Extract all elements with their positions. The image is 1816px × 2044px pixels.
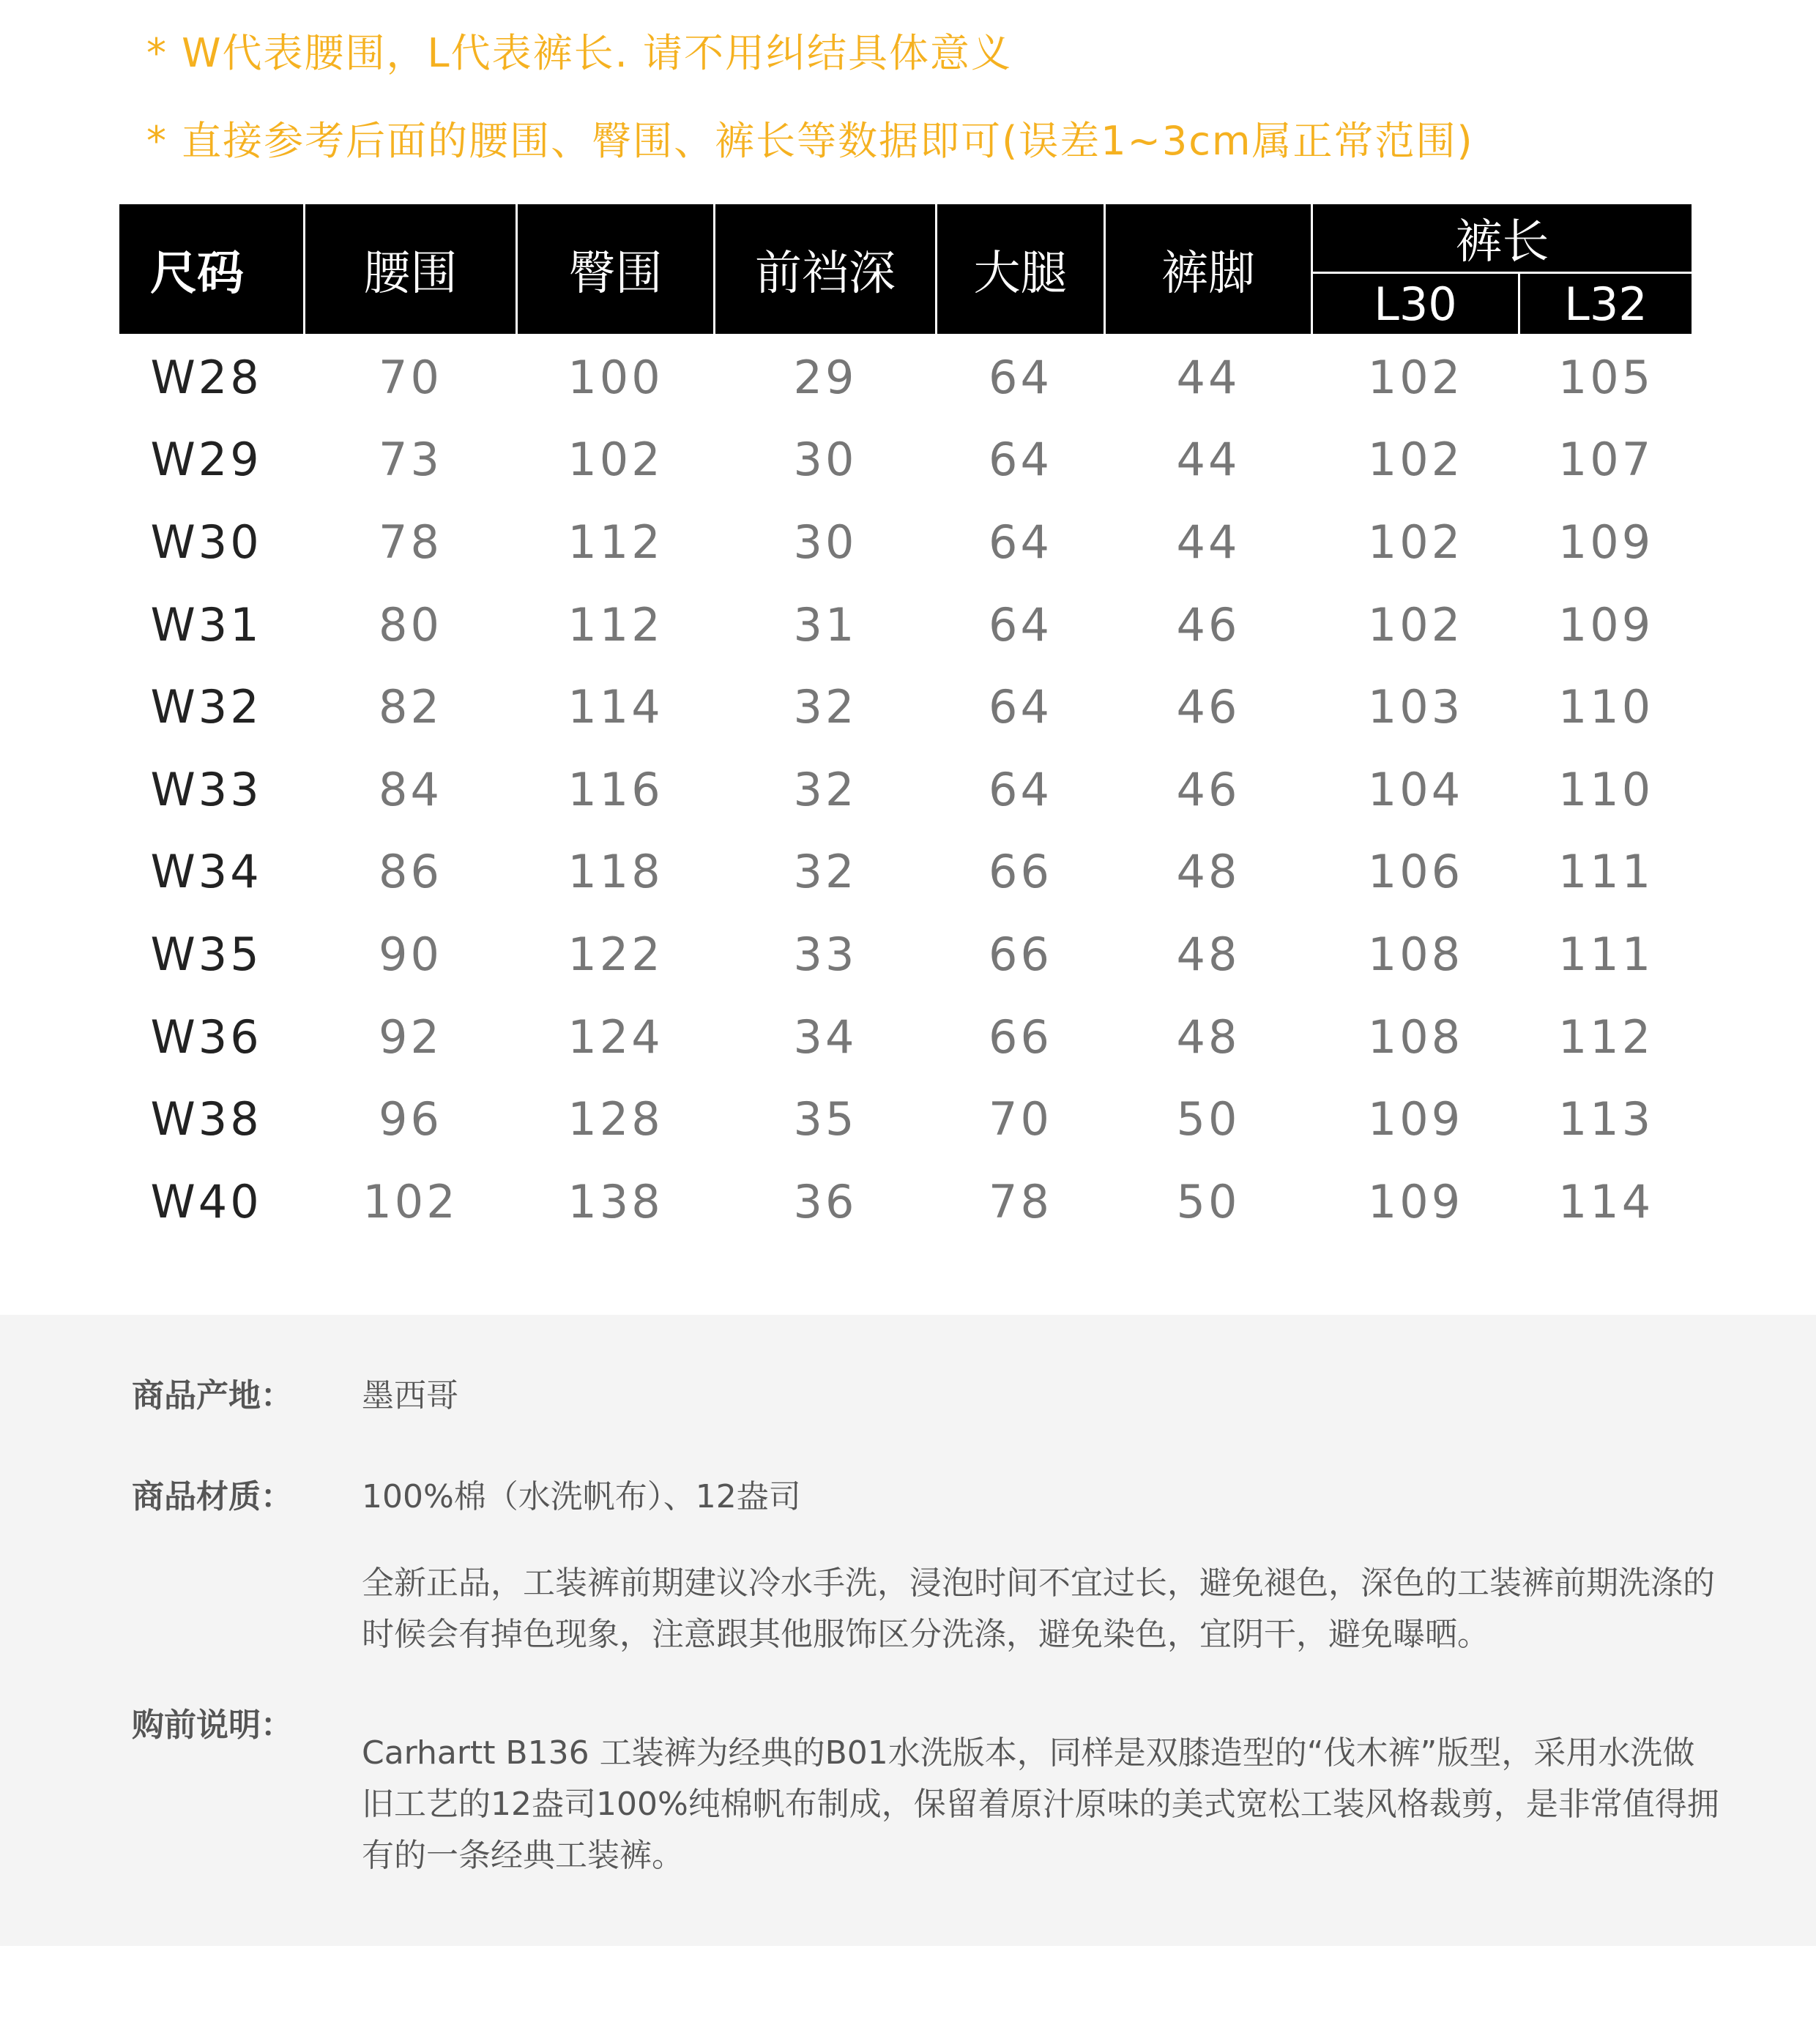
table-cell: 46: [1176, 762, 1240, 816]
table-cell: 44: [1176, 433, 1240, 487]
product-info-panel: [0, 1315, 1816, 1946]
table-cell: 108: [1367, 927, 1464, 981]
table-cell: 82: [379, 680, 442, 734]
table-cell: 64: [989, 515, 1052, 569]
header-leg-opening: 裤脚: [1105, 204, 1312, 335]
table-row: [119, 501, 1693, 583]
table-cell: 111: [1558, 845, 1654, 899]
table-cell: 109: [1367, 1092, 1464, 1146]
table-row: [119, 748, 1693, 831]
table-cell: 102: [1367, 515, 1464, 569]
table-cell: 104: [1367, 762, 1464, 816]
table-row: [119, 583, 1693, 666]
table-cell: 84: [379, 762, 442, 816]
table-cell: 64: [989, 762, 1052, 816]
header-waist: 腰围: [305, 204, 517, 335]
table-cell: 102: [1367, 350, 1464, 404]
table-cell: 124: [568, 1010, 663, 1064]
table-row: [119, 1078, 1693, 1160]
notice-label: 购前说明：: [132, 1707, 293, 1744]
size-cell: W28: [150, 350, 262, 404]
table-cell: 31: [793, 597, 857, 652]
table-cell: 66: [989, 927, 1052, 981]
table-cell: 108: [1367, 1010, 1464, 1064]
table-cell: 128: [568, 1092, 663, 1146]
table-cell: 92: [379, 1010, 442, 1064]
table-cell: 32: [793, 845, 857, 899]
size-table-body: [119, 335, 1693, 1243]
table-cell: 102: [1367, 597, 1464, 652]
table-cell: 106: [1367, 845, 1464, 899]
table-cell: 78: [989, 1174, 1052, 1228]
table-row: [119, 335, 1693, 419]
table-cell: 44: [1176, 515, 1240, 569]
notice-paragraph-care: 全新正品，工装裤前期建议冷水手洗，浸泡时间不宜过长，避免褪色，深色的工装裤前期洗涤的时候会有掉色现象，注意跟其他服饰区分洗涤，避免染色，宜阴干，避免曝晒。: [362, 1564, 1715, 1653]
table-cell: 116: [568, 762, 663, 816]
table-cell: 111: [1558, 927, 1654, 981]
header-l32: L32: [1519, 273, 1693, 335]
header-thigh: 大腿: [937, 204, 1105, 335]
table-cell: 112: [568, 597, 663, 652]
size-cell: W35: [150, 927, 262, 981]
table-cell: 34: [793, 1010, 857, 1064]
header-length: 裤长: [1312, 204, 1693, 273]
table-cell: 36: [793, 1174, 857, 1228]
table-cell: 30: [793, 515, 857, 569]
table-cell: 44: [1176, 350, 1240, 404]
table-cell: 30: [793, 433, 857, 487]
size-cell: W30: [150, 515, 262, 569]
size-cell: W38: [150, 1092, 262, 1146]
table-cell: 138: [568, 1174, 663, 1228]
table-cell: 110: [1558, 762, 1654, 816]
table-cell: 70: [379, 350, 442, 404]
table-cell: 118: [568, 845, 663, 899]
header-hip: 臀围: [517, 204, 715, 335]
table-cell: 102: [568, 433, 663, 487]
table-cell: 114: [1558, 1174, 1654, 1228]
table-cell: 78: [379, 515, 442, 569]
table-cell: 109: [1558, 597, 1654, 652]
table-cell: 66: [989, 845, 1052, 899]
table-row: [119, 419, 1693, 501]
table-cell: 32: [793, 762, 857, 816]
size-cell: W29: [150, 433, 262, 487]
table-row: [119, 831, 1693, 914]
table-cell: 114: [568, 680, 663, 734]
header-front-rise: 前裆深: [715, 204, 937, 335]
table-cell: 64: [989, 433, 1052, 487]
table-cell: 102: [362, 1174, 458, 1228]
table-cell: 100: [568, 350, 663, 404]
table-cell: 103: [1367, 680, 1464, 734]
table-cell: 64: [989, 597, 1052, 652]
table-cell: 80: [379, 597, 442, 652]
table-cell: 32: [793, 680, 857, 734]
table-cell: 73: [379, 433, 442, 487]
table-cell: 105: [1558, 350, 1654, 404]
table-cell: 90: [379, 927, 442, 981]
table-row: [119, 665, 1693, 748]
origin-label: 商品产地：: [132, 1377, 293, 1414]
table-cell: 35: [793, 1092, 857, 1146]
size-cell: W31: [150, 597, 262, 652]
table-cell: 64: [989, 350, 1052, 404]
origin-value: 墨西哥: [362, 1377, 458, 1414]
note-reference: * 直接参考后面的腰围、臀围、裤长等数据即可(误差1~3cm属正常范围): [146, 118, 1474, 164]
table-row: [119, 913, 1693, 996]
header-size: 尺码: [119, 204, 305, 335]
table-cell: 29: [793, 350, 857, 404]
header-l30: L30: [1312, 273, 1519, 335]
table-cell: 48: [1176, 1010, 1240, 1064]
table-cell: 48: [1176, 927, 1240, 981]
table-row: [119, 1160, 1693, 1243]
table-cell: 109: [1558, 515, 1654, 569]
table-cell: 96: [379, 1092, 442, 1146]
table-cell: 112: [1558, 1010, 1654, 1064]
material-value: 100%棉（水洗帆布）、12盎司: [362, 1478, 801, 1515]
material-label: 商品材质：: [132, 1478, 293, 1515]
table-cell: 102: [1367, 433, 1464, 487]
size-cell: W33: [150, 762, 262, 816]
notice-paragraph-description: Carhartt B136 工装裤为经典的B01水洗版本，同样是双膝造型的“伐木裤”版型，采用水洗做旧工艺的12盎司100%纯棉帆布制成，保留着原汁原味的美式宽松工装风格裁剪，是非常值得拥有的一条经典工装裤。: [362, 1734, 1719, 1874]
table-cell: 70: [989, 1092, 1052, 1146]
size-cell: W40: [150, 1174, 262, 1228]
table-cell: 107: [1558, 433, 1654, 487]
table-row: [119, 996, 1693, 1078]
table-cell: 113: [1558, 1092, 1654, 1146]
size-table: [117, 202, 1694, 1243]
table-cell: 64: [989, 680, 1052, 734]
table-cell: 46: [1176, 597, 1240, 652]
table-cell: 122: [568, 927, 663, 981]
note-waist-length: * W代表腰围，L代表裤长. 请不用纠结具体意义: [146, 30, 1012, 76]
table-cell: 33: [793, 927, 857, 981]
table-cell: 46: [1176, 680, 1240, 734]
table-cell: 109: [1367, 1174, 1464, 1228]
table-cell: 86: [379, 845, 442, 899]
size-cell: W32: [150, 680, 262, 734]
size-cell: W34: [150, 845, 262, 899]
table-cell: 110: [1558, 680, 1654, 734]
table-cell: 50: [1176, 1092, 1240, 1146]
table-cell: 48: [1176, 845, 1240, 899]
table-cell: 66: [989, 1010, 1052, 1064]
table-cell: 50: [1176, 1174, 1240, 1228]
size-cell: W36: [150, 1010, 262, 1064]
table-cell: 112: [568, 515, 663, 569]
